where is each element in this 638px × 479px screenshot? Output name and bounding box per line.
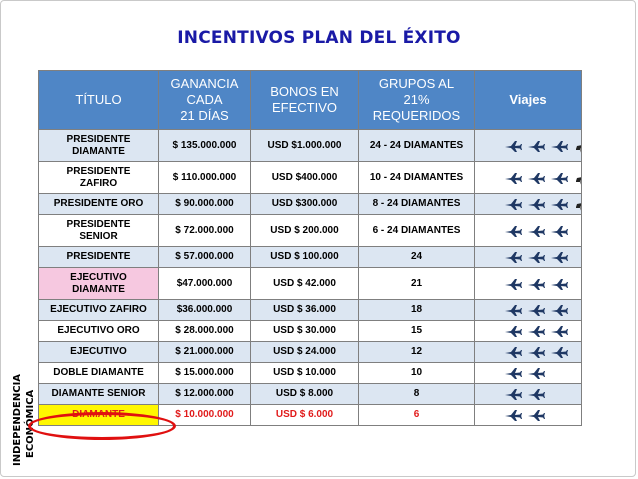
cell-ganancia: $ 135.000.000 xyxy=(159,130,251,162)
header-grupos-line: GRUPOS AL xyxy=(378,76,455,91)
cell-grupos: 21 xyxy=(359,268,475,300)
car-icon xyxy=(575,139,582,153)
cell-ganancia: $ 10.000.000 xyxy=(159,405,251,426)
cell-viajes xyxy=(475,405,582,426)
cell-titulo xyxy=(39,194,159,215)
cell-titulo xyxy=(39,300,159,321)
table-body xyxy=(39,130,582,426)
viajes-icons xyxy=(475,197,581,211)
airplane-icon xyxy=(550,172,568,184)
airplane-icon xyxy=(504,409,522,421)
cell-titulo xyxy=(39,268,159,300)
cell-ganancia: $ 12.000.000 xyxy=(159,384,251,405)
table-row xyxy=(39,162,582,194)
cell-grupos: 18 xyxy=(359,300,475,321)
cell-titulo-line: DIAMANTE SENIOR xyxy=(51,388,146,399)
header-bonos-line: EFECTIVO xyxy=(271,100,337,115)
cell-bonos: USD $ 6.000 xyxy=(251,405,359,426)
cell-titulo-line: EJECUTIVO xyxy=(70,271,127,283)
airplane-icon xyxy=(550,346,568,358)
cell-viajes xyxy=(475,384,582,405)
airplane-icon xyxy=(527,409,545,421)
airplane-icon xyxy=(504,325,522,337)
cell-titulo xyxy=(39,130,159,162)
cell-ganancia: $ 21.000.000 xyxy=(159,342,251,363)
table-row xyxy=(39,321,582,342)
airplane-icon xyxy=(527,304,545,316)
airplane-icon xyxy=(527,198,545,210)
cell-bonos: USD $ 30.000 xyxy=(251,321,359,342)
airplane-icon xyxy=(527,346,545,358)
table-row xyxy=(39,363,582,384)
header-titulo: TÍTULO xyxy=(39,71,159,130)
cell-titulo-line: DIAMANTE xyxy=(72,145,125,157)
airplane-icon xyxy=(527,388,545,400)
cell-grupos: 10 xyxy=(359,363,475,384)
cell-ganancia: $ 90.000.000 xyxy=(159,194,251,215)
cell-viajes xyxy=(475,268,582,300)
cell-viajes xyxy=(475,194,582,215)
incentives-table xyxy=(38,70,582,426)
header-ganancia-line: 21 DÍAS xyxy=(180,108,229,123)
cell-titulo xyxy=(39,162,159,194)
header-ganancia-line: GANANCIA xyxy=(170,76,239,91)
cell-grupos: 8 xyxy=(359,384,475,405)
cell-viajes xyxy=(475,247,582,268)
car-icon xyxy=(575,197,582,211)
cell-titulo-line: PRESIDENTE xyxy=(66,251,131,262)
cell-bonos: USD $400.000 xyxy=(251,162,359,194)
viajes-icons xyxy=(475,278,581,290)
header-ganancia xyxy=(159,71,251,130)
viajes-icons xyxy=(475,139,581,153)
cell-titulo xyxy=(39,363,159,384)
viajes-icons xyxy=(475,325,581,337)
viajes-icons xyxy=(475,304,581,316)
cell-titulo xyxy=(39,342,159,363)
viajes-icons xyxy=(475,225,581,237)
cell-titulo-line: EJECUTIVO xyxy=(70,346,127,357)
airplane-icon xyxy=(527,140,545,152)
airplane-icon xyxy=(550,304,568,316)
cell-grupos: 6 - 24 DIAMANTES xyxy=(359,215,475,247)
highlight-circle xyxy=(28,412,176,440)
header-ganancia-line: CADA xyxy=(186,92,223,107)
cell-bonos: USD $ 8.000 xyxy=(251,384,359,405)
cell-titulo-line: PRESIDENTE xyxy=(66,218,131,230)
cell-ganancia: $ 72.000.000 xyxy=(159,215,251,247)
cell-viajes xyxy=(475,363,582,384)
cell-viajes xyxy=(475,130,582,162)
table-row xyxy=(39,215,582,247)
cell-viajes xyxy=(475,215,582,247)
cell-viajes xyxy=(475,300,582,321)
cell-grupos: 15 xyxy=(359,321,475,342)
viajes-icons xyxy=(475,346,581,358)
cell-bonos: USD $ 200.000 xyxy=(251,215,359,247)
airplane-icon xyxy=(527,325,545,337)
cell-titulo-line: PRESIDENTE xyxy=(66,165,131,177)
cell-bonos: USD $ 36.000 xyxy=(251,300,359,321)
table-row xyxy=(39,300,582,321)
viajes-icons xyxy=(475,409,581,421)
viajes-icons xyxy=(475,251,581,263)
airplane-icon xyxy=(550,198,568,210)
side-label-line-2: ECONÓMICA xyxy=(25,389,36,458)
cell-bonos: USD $ 24.000 xyxy=(251,342,359,363)
airplane-icon xyxy=(504,388,522,400)
cell-titulo-line: PRESIDENTE ORO xyxy=(53,198,144,209)
airplane-icon xyxy=(550,225,568,237)
cell-grupos: 10 - 24 DIAMANTES xyxy=(359,162,475,194)
cell-titulo xyxy=(39,247,159,268)
cell-bonos: USD $ 42.000 xyxy=(251,268,359,300)
cell-titulo-line: EJECUTIVO ZAFIRO xyxy=(50,304,147,315)
header-bonos xyxy=(251,71,359,130)
table-header-row xyxy=(39,71,582,130)
cell-titulo-line: EJECUTIVO ORO xyxy=(57,325,140,336)
viajes-icons xyxy=(475,171,581,185)
viajes-icons xyxy=(475,388,581,400)
side-label-line-1: INDEPENDENCIA xyxy=(12,373,23,466)
airplane-icon xyxy=(527,225,545,237)
cell-bonos: USD $1.000.000 xyxy=(251,130,359,162)
cell-bonos: USD $ 100.000 xyxy=(251,247,359,268)
airplane-icon xyxy=(527,172,545,184)
cell-viajes xyxy=(475,321,582,342)
airplane-icon xyxy=(550,140,568,152)
airplane-icon xyxy=(504,367,522,379)
header-grupos-line: REQUERIDOS xyxy=(372,108,461,123)
car-icon xyxy=(575,171,582,185)
cell-grupos: 12 xyxy=(359,342,475,363)
table-row xyxy=(39,342,582,363)
cell-titulo xyxy=(39,215,159,247)
cell-titulo-line: ZAFIRO xyxy=(79,177,118,189)
page-title: INCENTIVOS PLAN DEL ÉXITO xyxy=(177,28,461,48)
header-bonos-line: BONOS EN xyxy=(270,84,339,99)
table-row xyxy=(39,384,582,405)
header-viajes: Viajes xyxy=(475,71,582,130)
cell-bonos: USD $ 10.000 xyxy=(251,363,359,384)
header-grupos-line: 21% xyxy=(403,92,430,107)
cell-titulo-line: DIAMANTE xyxy=(72,283,125,295)
cell-grupos: 24 - 24 DIAMANTES xyxy=(359,130,475,162)
cell-titulo-line: DOBLE DIAMANTE xyxy=(53,367,144,378)
airplane-icon xyxy=(504,278,522,290)
viajes-icons xyxy=(475,367,581,379)
cell-titulo xyxy=(39,384,159,405)
cell-ganancia: $ 110.000.000 xyxy=(159,162,251,194)
table-row xyxy=(39,130,582,162)
airplane-icon xyxy=(504,198,522,210)
table-row xyxy=(39,194,582,215)
cell-titulo-line: DIAMANTE xyxy=(72,409,125,420)
cell-titulo-line: PRESIDENTE xyxy=(66,133,131,145)
table-row xyxy=(39,247,582,268)
cell-ganancia: $ 15.000.000 xyxy=(159,363,251,384)
airplane-icon xyxy=(504,346,522,358)
cell-viajes xyxy=(475,162,582,194)
cell-titulo xyxy=(39,321,159,342)
cell-grupos: 6 xyxy=(359,405,475,426)
airplane-icon xyxy=(527,251,545,263)
cell-ganancia: $ 57.000.000 xyxy=(159,247,251,268)
airplane-icon xyxy=(550,325,568,337)
airplane-icon xyxy=(504,251,522,263)
side-label xyxy=(6,368,42,466)
airplane-icon xyxy=(550,278,568,290)
cell-ganancia: $47.000.000 xyxy=(159,268,251,300)
table-row xyxy=(39,268,582,300)
airplane-icon xyxy=(527,367,545,379)
airplane-icon xyxy=(504,140,522,152)
airplane-icon xyxy=(527,278,545,290)
cell-bonos: USD $300.000 xyxy=(251,194,359,215)
cell-titulo-line: SENIOR xyxy=(79,230,118,242)
cell-ganancia: $ 28.000.000 xyxy=(159,321,251,342)
cell-viajes xyxy=(475,342,582,363)
header-grupos xyxy=(359,71,475,130)
airplane-icon xyxy=(504,225,522,237)
cell-grupos: 8 - 24 DIAMANTES xyxy=(359,194,475,215)
airplane-icon xyxy=(550,251,568,263)
airplane-icon xyxy=(504,172,522,184)
cell-ganancia: $36.000.000 xyxy=(159,300,251,321)
airplane-icon xyxy=(504,304,522,316)
cell-grupos: 24 xyxy=(359,247,475,268)
